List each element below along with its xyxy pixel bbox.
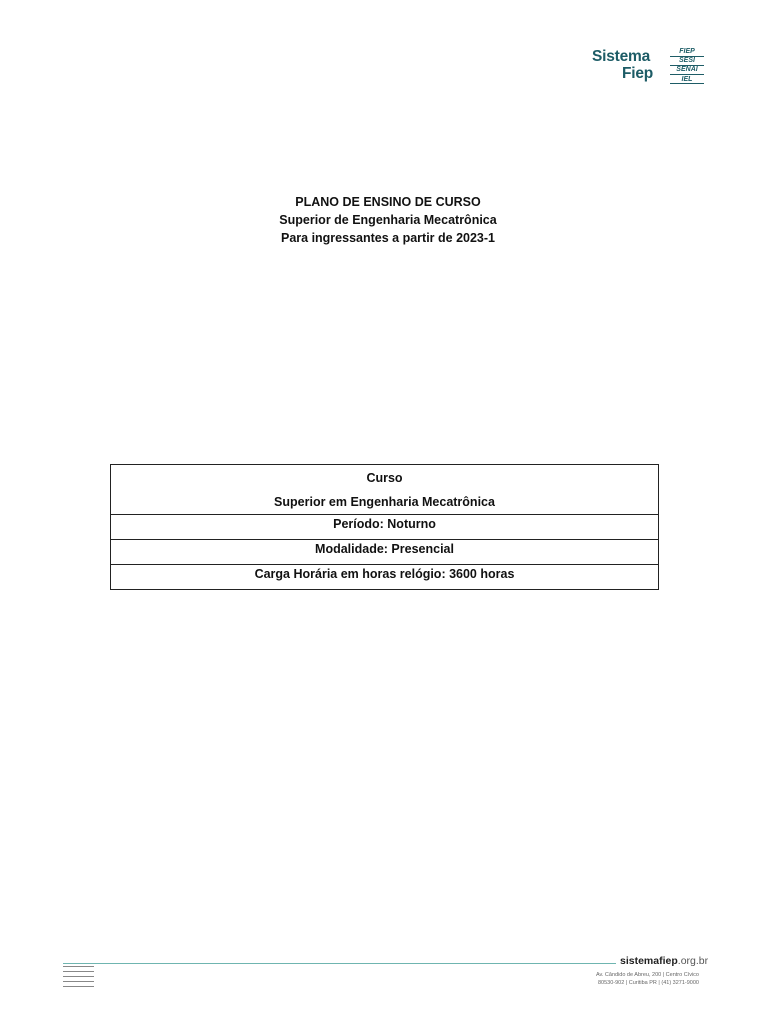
footer-site-domain: .org.br [677, 955, 709, 967]
logo-brand-fiep: FIEP [670, 48, 704, 57]
period-cell [111, 515, 659, 540]
footer-address [596, 972, 699, 987]
footer-address-line-1: Av. Cândido de Abreu, 200 | Centro Cívico [595, 972, 699, 978]
course-name: Superior em Engenharia Mecatrônica [274, 495, 495, 509]
period-text: Período: Noturno [333, 517, 436, 531]
footer-website [620, 955, 708, 967]
title-line-3: Para ingressantes a partir de 2023-1 [280, 231, 495, 245]
footer-address-line-2: 80530-902 | Curitiba PR | (41) 3271-9000 [597, 979, 699, 986]
footer-site-bold: sistemafiep [620, 955, 678, 967]
table-row [111, 540, 659, 565]
table-row [111, 515, 659, 540]
course-info-table [110, 464, 659, 590]
logo-brand-list [670, 48, 704, 85]
footer-divider [63, 963, 616, 964]
course-heading: Curso [366, 471, 403, 485]
footer-lines-icon [63, 966, 94, 991]
modality-cell [111, 540, 659, 565]
logo-word-sistema: Sistema [592, 48, 651, 65]
title-line-1: PLANO DE ENSINO DE CURSO [295, 195, 481, 209]
sistema-fiep-logo [590, 46, 708, 86]
table-row [111, 465, 659, 515]
workload-text: Carga Horária em horas relógio: 3600 horas [254, 567, 515, 581]
logo-brand-senai: SENAI [670, 66, 704, 75]
document-title [0, 193, 768, 247]
logo-word-fiep: Fiep [622, 65, 654, 82]
logo-brand-sesi: SESI [670, 57, 704, 66]
modality-text: Modalidade: Presencial [315, 542, 454, 556]
workload-cell [111, 565, 659, 590]
title-line-2: Superior de Engenharia Mecatrônica [279, 213, 497, 227]
table-row [111, 565, 659, 590]
course-cell [111, 465, 659, 515]
logo-brand-iel: IEL [670, 76, 704, 85]
